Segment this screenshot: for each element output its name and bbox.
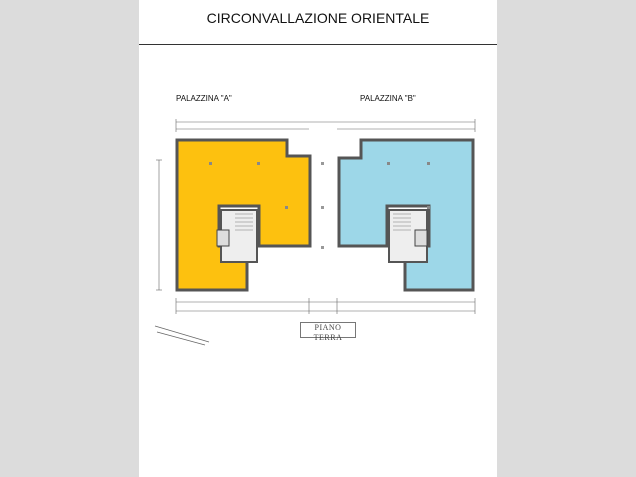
building-b-label: PALAZZINA "B" xyxy=(360,94,416,103)
top-dimension-lines xyxy=(176,119,475,132)
floor-label-stamp xyxy=(300,322,356,342)
drawing-sheet xyxy=(139,0,497,477)
floor-plan-drawing xyxy=(139,0,497,477)
building-a-label: PALAZZINA "A" xyxy=(176,94,232,103)
building-a-lift xyxy=(217,230,229,246)
bottom-dimension-lines xyxy=(176,298,475,314)
site-boundary-lines xyxy=(155,326,209,345)
building-b-lift xyxy=(415,230,427,246)
page-title: CIRCONVALLAZIONE ORIENTALE xyxy=(206,10,430,26)
left-dimension-line xyxy=(156,160,162,290)
floor-label-text: PIANO TERRA xyxy=(313,323,343,342)
center-markers xyxy=(321,162,324,249)
